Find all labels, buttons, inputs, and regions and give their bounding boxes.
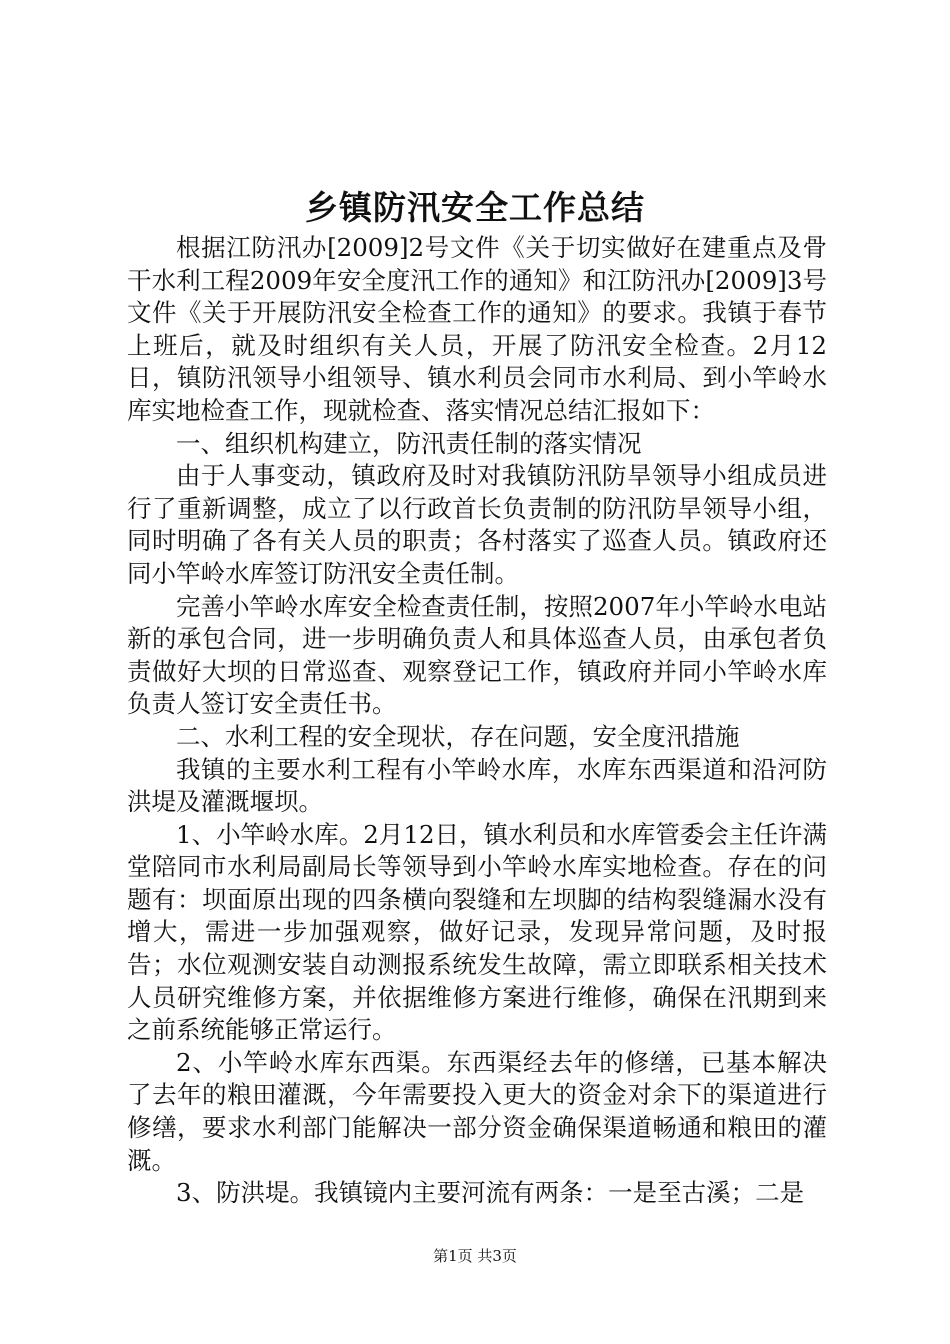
- paragraph: 3、防洪堤。我镇镜内主要河流有两条：一是至古溪；二是: [176, 1178, 805, 1208]
- paragraph: 2、小竿岭水库东西渠。东西渠经去年的修缮，已基本解决了去年的粮田灌溉，今年需要投入更大的资金对余下的渠道进行修缮，要求水利部门能解决一部分资金确保渠道畅通和粮田的灌溉。: [127, 1047, 827, 1175]
- paragraph: 完善小竿岭水库安全检查责任制，按照2007年小竿岭水电站新的承包合同，进一步明确负责人和具体巡查人员，由承包者负责做好大坝的日常巡查、观察登记工作，镇政府并同小竿岭水库负责人签订安全责任书。: [127, 591, 827, 719]
- document-title: 乡镇防汛安全工作总结: [305, 188, 645, 227]
- paragraph: 1、小竿岭水库。2月12日，镇水利员和水库管委会主任许满堂陪同市水利局副局长等领导到小竿岭水库实地检查。存在的问题有：坝面原出现的四条横向裂缝和左坝脚的结构裂缝漏水没有增大，需进一步加强观察，做好记录，发现异常问题，及时报告；水位观测安装自动测报系统发生故障，需立即联系相关技术人员研究维修方案，并依据维修方案进行维修，确保在汛期到来之前系统能够正常运行。: [127, 819, 827, 1045]
- section-heading-2: 二、水利工程的安全现状，存在问题，安全度汛措施: [176, 721, 740, 751]
- paragraph: 由于人事变动，镇政府及时对我镇防汛防旱领导小组成员进行了重新调整，成立了以行政首长负责制的防汛防旱领导小组，同时明确了各有关人员的职责；各村落实了巡查人员。镇政府还同小竿岭水库签订防汛安全责任制。: [127, 461, 827, 588]
- document-body: [127, 232, 827, 1210]
- paragraph-intro: 根据江防汛办[2009]2号文件《关于切实做好在建重点及骨干水利工程2009年安全度汛工作的通知》和江防汛办[2009]3号文件《关于开展防汛安全检查工作的通知》的要求。我镇于春节上班后，就及时组织有关人员，开展了防汛安全检查。2月12日，镇防汛领导小组领导、镇水利员会同市水利局、到小竿岭水库实地检查工作，现就检查、落实情况总结汇报如下：: [127, 233, 827, 425]
- paragraph: 我镇的主要水利工程有小竿岭水库，水库东西渠道和沿河防洪堤及灌溉堰坝。: [127, 754, 827, 817]
- section-heading-1: 一、组织机构建立，防汛责任制的落实情况: [176, 428, 642, 458]
- page-footer: 第1页 共3页: [433, 1247, 517, 1265]
